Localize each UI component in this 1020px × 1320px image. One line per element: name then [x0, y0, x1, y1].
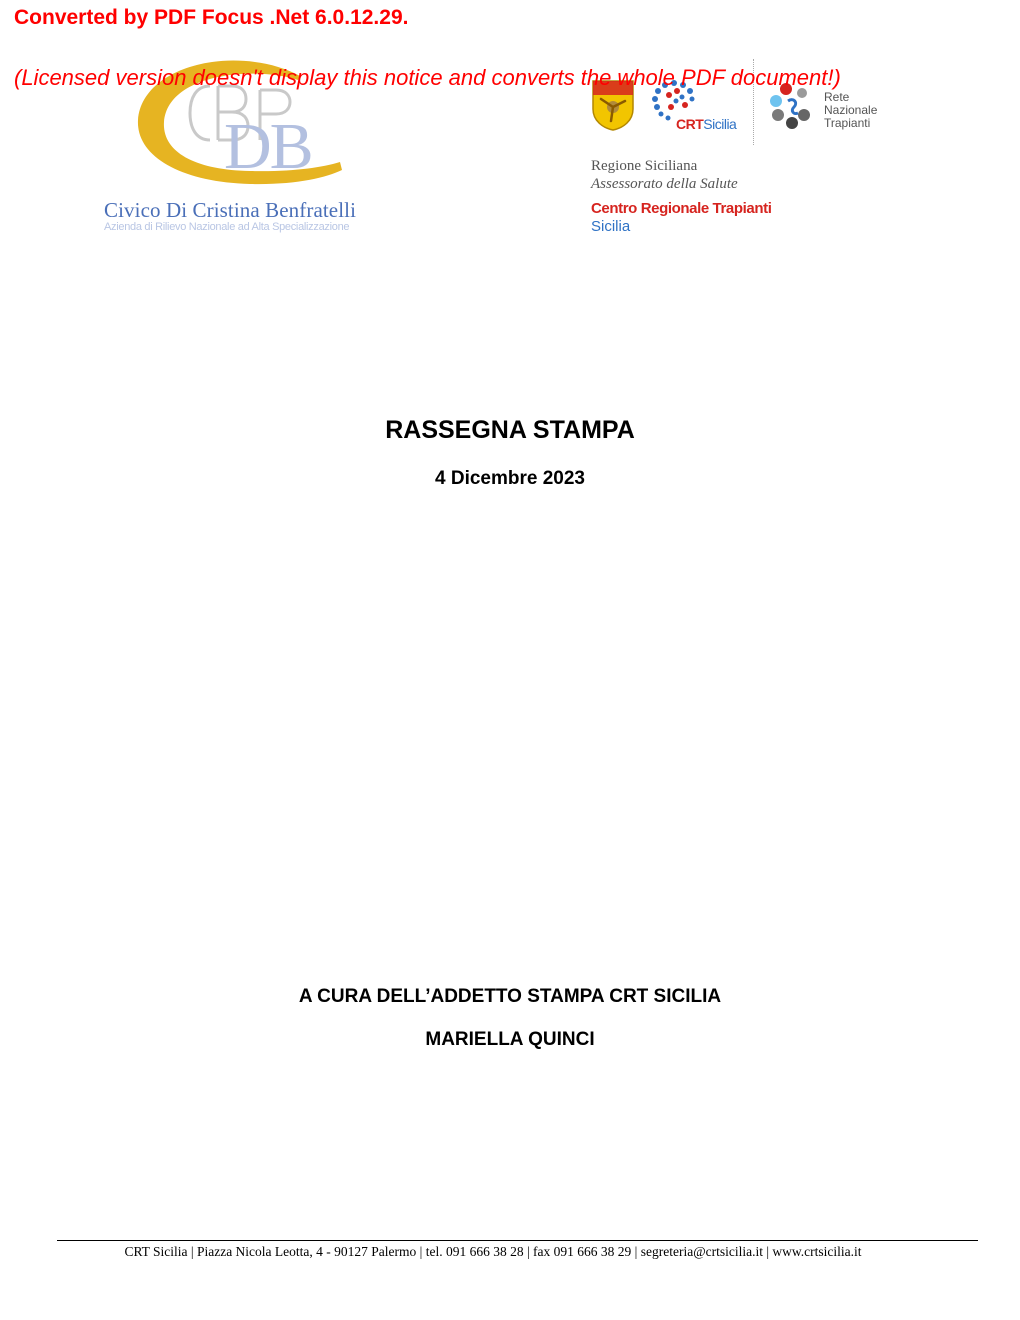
department-name: Assessorato della Salute [591, 176, 738, 192]
region-name: Regione Siciliana [591, 158, 698, 174]
license-notice: (Licensed version doesn't display this notice and converts the whole PDF document!) [14, 65, 841, 90]
rete-line-2: Nazionale [824, 103, 878, 117]
footer-divider [57, 1240, 978, 1241]
crt-brand-text: CRT [676, 116, 704, 132]
rete-line-1: Rete [824, 90, 850, 104]
crt-brand [676, 116, 736, 132]
document-credit: A CURA DELL’ADDETTO STAMPA CRT SICILIA [298, 986, 722, 1007]
crt-brand-suffix: Sicilia [703, 116, 737, 132]
svg-text:DB: DB [224, 110, 312, 183]
document-title: RASSEGNA STAMPA [385, 416, 635, 444]
centre-name: Centro Regionale Trapianti [591, 200, 772, 217]
centre-place: Sicilia [591, 218, 631, 235]
document-author: MARIELLA QUINCI [425, 1029, 595, 1050]
hospital-name: Civico Di Cristina Benfratelli [104, 198, 357, 222]
document-date: 4 Dicembre 2023 [435, 468, 585, 489]
rete-nazionale-trapianti [824, 91, 877, 130]
rete-line-3: Trapianti [824, 116, 871, 130]
footer-contact: CRT Sicilia | Piazza Nicola Leotta, 4 - 90127 Palermo | tel. 091 666 38 28 | fax 091 666 38 29 | segreteria@crtsicilia.it | www.crtsicilia.it [124, 1244, 862, 1259]
hospital-subtitle: Azienda di Rilievo Nazionale ad Alta Specializzazione [104, 221, 350, 233]
conversion-notice: Converted by PDF Focus .Net 6.0.12.29. [14, 6, 409, 29]
